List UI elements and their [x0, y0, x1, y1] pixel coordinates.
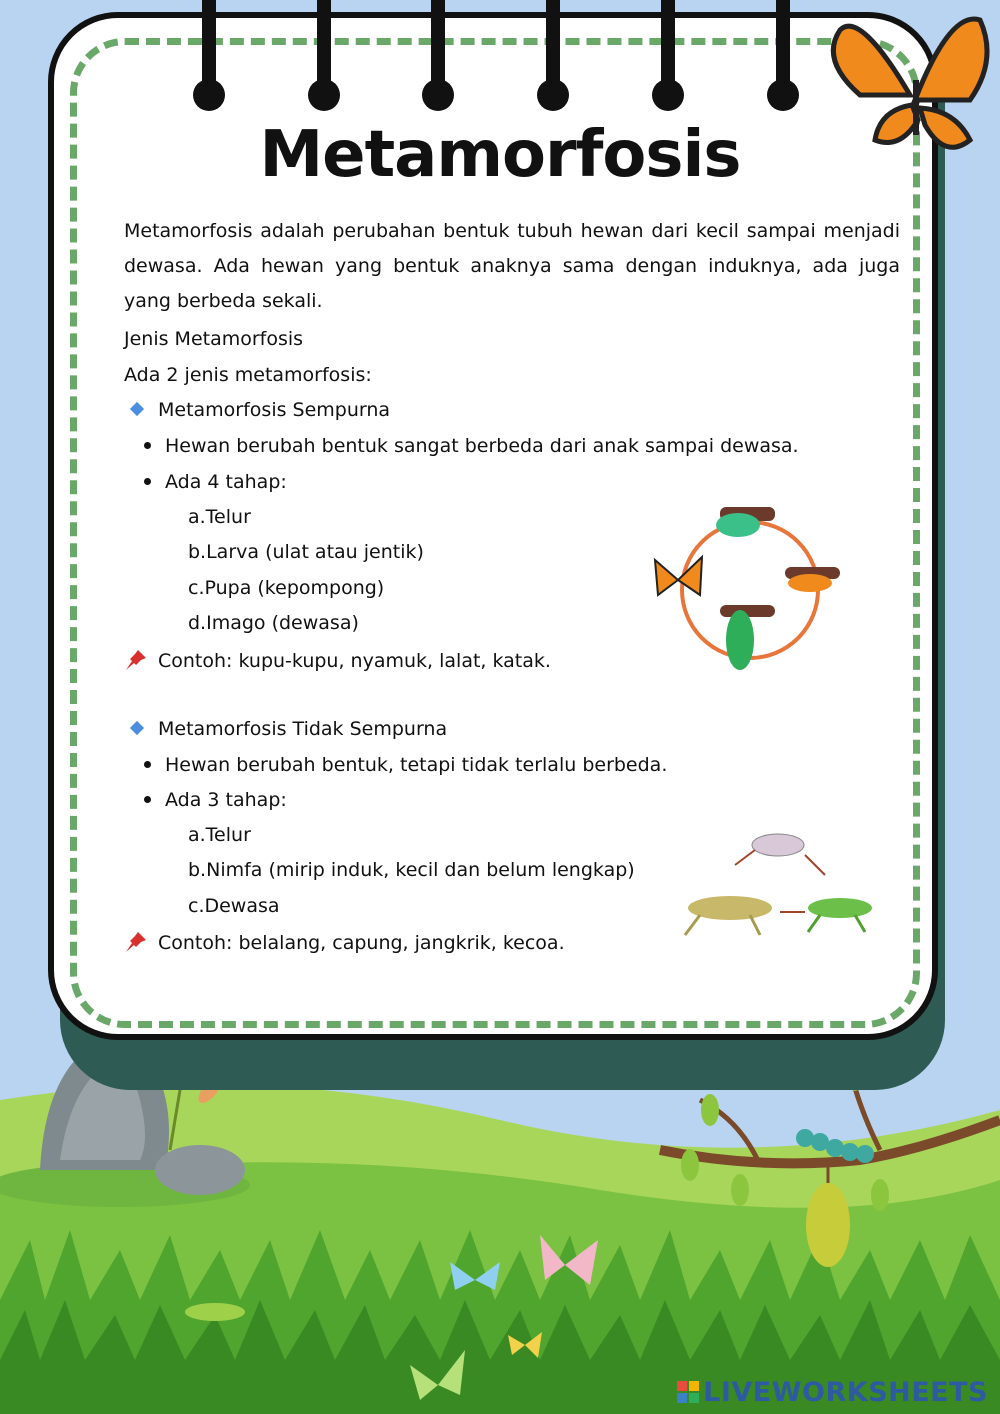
list-item-text: Ada 3 tahap:: [165, 789, 287, 811]
watermark: [677, 1377, 988, 1408]
example-row: [124, 648, 551, 672]
bullet-icon: [144, 761, 151, 768]
intro-paragraph: Metamorfosis adalah perubahan bentuk tubuh hewan dari kecil sampai menjadi dewasa. Ada hewan yang bentuk anaknya sama dengan induknya, ada juga yang berbeda sekali.: [124, 220, 900, 312]
diamond-bullet-icon: [130, 402, 144, 416]
section-heading: Jenis Metamorfosis: [124, 328, 304, 350]
bullet-icon: [144, 796, 151, 803]
stage-item: b.Nimfa (mirip induk, kecil dan belum lengkap): [188, 859, 635, 881]
stage-item: a.Telur: [188, 824, 251, 846]
example-row: [124, 930, 565, 954]
bullet-icon: [144, 442, 151, 449]
list-item: [144, 789, 287, 811]
list-item-text: Hewan berubah bentuk sangat berbeda dari anak sampai dewasa.: [165, 435, 799, 457]
content-area: [124, 214, 900, 954]
list-item-text: Hewan berubah bentuk, tetapi tidak terlalu berbeda.: [165, 754, 668, 776]
pushpin-icon: [124, 648, 148, 670]
butterfly-life-cycle-illustration: [650, 495, 850, 685]
list-item: [144, 754, 667, 776]
example-text: Contoh: belalang, capung, jangkrik, kecoa.: [158, 932, 565, 954]
pushpin-icon: [124, 930, 148, 952]
page-title: Metamorfosis: [259, 118, 741, 192]
stage-item: a.Telur: [188, 506, 251, 528]
tidak-sempurna-title-row: [126, 718, 447, 740]
list-item: [144, 435, 799, 457]
tidak-sempurna-title: Metamorfosis Tidak Sempurna: [158, 718, 448, 740]
liveworksheets-logo-icon: [677, 1381, 699, 1403]
stage-item: c.Dewasa: [188, 895, 280, 917]
stage-item: d.Imago (dewasa): [188, 612, 359, 634]
sempurna-title: Metamorfosis Sempurna: [158, 399, 391, 421]
example-text: Contoh: kupu-kupu, nyamuk, lalat, katak.: [158, 650, 551, 672]
bullet-icon: [144, 478, 151, 485]
sempurna-title-row: [126, 399, 390, 421]
diamond-bullet-icon: [130, 721, 144, 735]
list-item: [144, 471, 287, 493]
stage-item: c.Pupa (kepompong): [188, 577, 385, 599]
grasshopper-life-cycle-illustration: [680, 830, 880, 940]
list-item-text: Ada 4 tahap:: [165, 471, 287, 493]
stage-item: b.Larva (ulat atau jentik): [188, 541, 424, 563]
section-subheading: Ada 2 jenis metamorfosis:: [124, 364, 372, 386]
watermark-text: LIVEWORKSHEETS: [703, 1377, 988, 1408]
